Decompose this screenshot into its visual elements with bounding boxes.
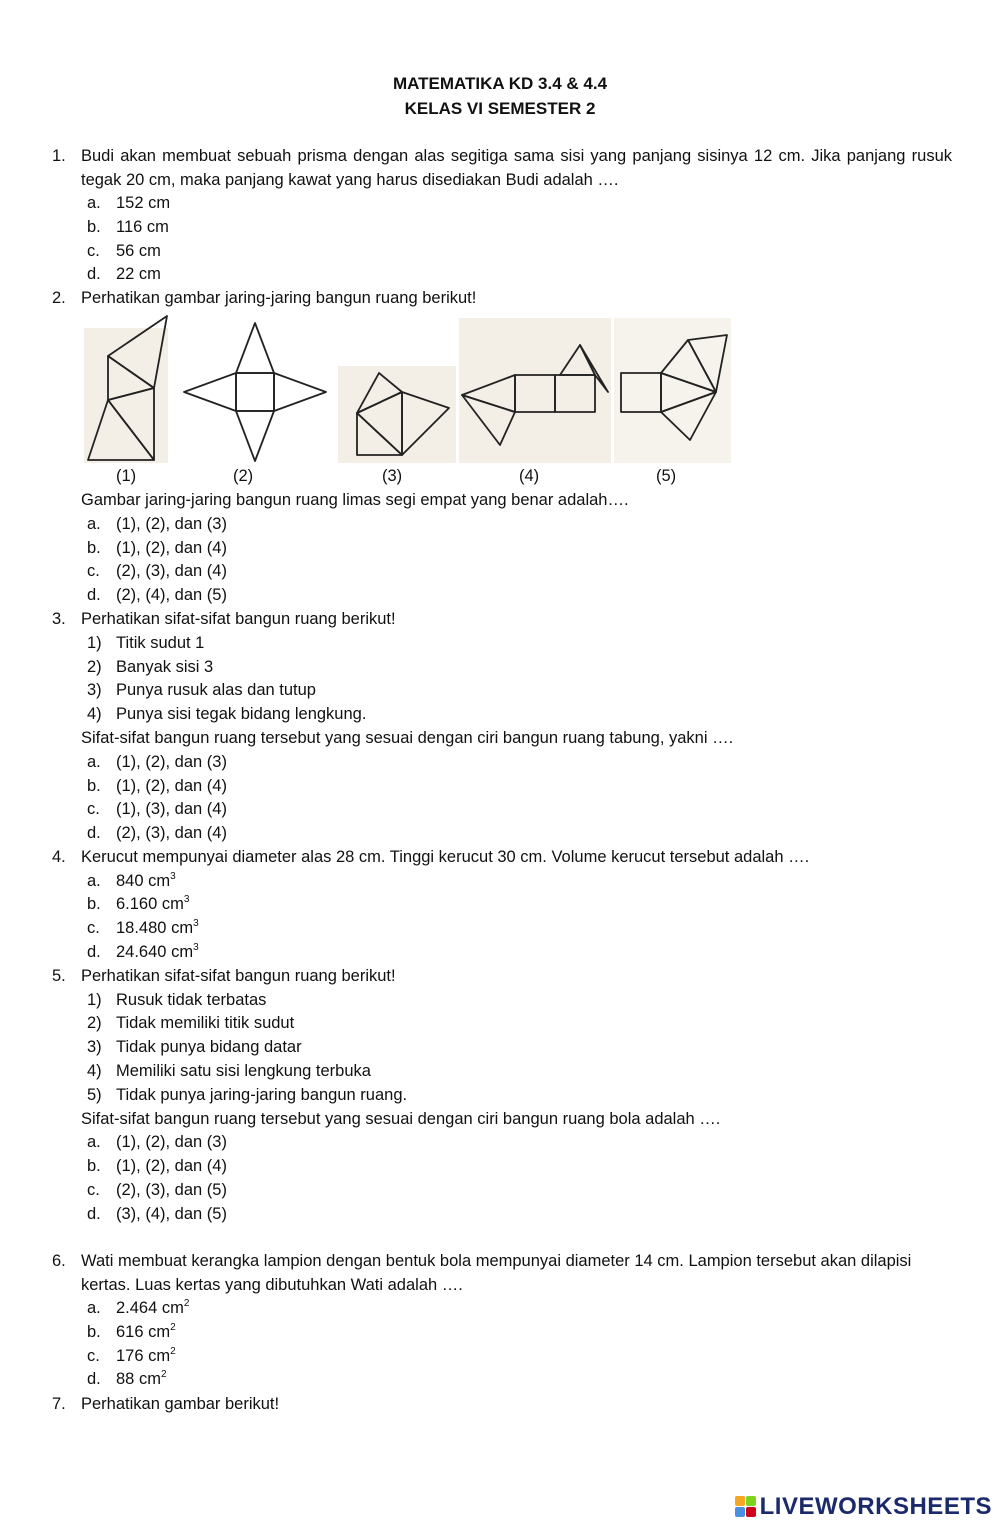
property-5-1: 1) Rusuk tidak terbatas	[87, 991, 267, 1009]
option-4d[interactable]: d. 24.640 $cm^3$	[87, 942, 199, 961]
nets-figure	[0, 0, 1000, 480]
question-2: 2. Perhatikan gambar jaring-jaring bangun ruang berikut!	[52, 289, 477, 307]
liveworksheets-logo[interactable]	[735, 1494, 992, 1520]
caption-figure-2: (2)	[233, 467, 254, 485]
option-2d[interactable]: d. (2), (4), dan (5)	[87, 586, 227, 604]
property-5-5: 5) Tidak punya jaring-jaring bangun ruang.	[87, 1086, 408, 1104]
option-2b[interactable]: b. (1), (2), dan (4)	[87, 539, 227, 557]
net-figure-4	[462, 345, 608, 445]
option-6c[interactable]: c. 176 $cm^2$	[87, 1346, 176, 1365]
question-4: 4. Kerucut mempunyai diameter alas 28 cm. Tinggi kerucut 30 cm. Volume kerucut tersebut adalah ….	[52, 848, 810, 866]
caption-figure-1: (1)	[116, 467, 137, 485]
property-5-3: 3) Tidak punya bidang datar	[87, 1038, 302, 1056]
question-7: 7. Perhatikan gambar berikut!	[52, 1395, 280, 1413]
option-5b[interactable]: b. (1), (2), dan (4)	[87, 1157, 227, 1175]
property-3-2: 2) Banyak sisi 3	[87, 658, 214, 676]
option-6a[interactable]: a. 2.464 $cm^2$	[87, 1298, 190, 1317]
option-3d[interactable]: d. (2), (3), dan (4)	[87, 824, 227, 842]
option-4a[interactable]: a. 840 $cm^3$	[87, 871, 176, 890]
question-text: Wati membuat kerangka lampion dengan bentuk bola mempunyai diameter 14 cm. Lampion tersebut akan dilapisi kertas. Luas kertas yang dibutuhkan Wati adalah ….	[81, 1252, 912, 1294]
option-1b[interactable]: b. 116 cm	[87, 218, 169, 236]
property-5-4: 4) Memiliki satu sisi lengkung terbuka	[87, 1062, 371, 1080]
option-4b[interactable]: b. 6.160 $cm^3$	[87, 894, 190, 913]
option-2c[interactable]: c. (2), (3), dan (4)	[87, 562, 227, 580]
option-5d[interactable]: d. (3), (4), dan (5)	[87, 1205, 227, 1223]
option-1c[interactable]: c. 56 cm	[87, 242, 161, 260]
option-3b[interactable]: b. (1), (2), dan (4)	[87, 777, 227, 795]
liveworksheets-logo-icon	[735, 1496, 757, 1518]
option-5c[interactable]: c. (2), (3), dan (5)	[87, 1181, 227, 1199]
net-figure-1	[88, 316, 167, 460]
option-3a[interactable]: a. (1), (2), dan (3)	[87, 753, 227, 771]
page-title: MATEMATIKA KD 3.4 & 4.4	[392, 74, 608, 93]
option-5a[interactable]: a. (1), (2), dan (3)	[87, 1133, 227, 1151]
option-3c[interactable]: c. (1), (3), dan (4)	[87, 800, 227, 818]
question-text: Budi akan membuat sebuah prisma dengan alas segitiga sama sisi yang panjang sisinya 12 cm. Jika panjang rusuk tegak 20 cm, maka panjang kawat yang harus disediakan Budi adalah ….	[81, 147, 952, 189]
liveworksheets-logo-text: LIVEWORKSHEETS	[759, 1493, 992, 1520]
net-figure-2	[184, 323, 326, 461]
page-subtitle: KELAS VI SEMESTER 2	[404, 99, 596, 118]
property-3-4: 4) Punya sisi tegak bidang lengkung.	[87, 705, 367, 723]
option-6b[interactable]: b. 616 $cm^2$	[87, 1322, 176, 1341]
option-1d[interactable]: d. 22 cm	[87, 265, 161, 283]
option-2a[interactable]: a. (1), (2), dan (3)	[87, 515, 227, 533]
question-number: 1.	[52, 147, 66, 165]
option-4c[interactable]: c. 18.480 $cm^3$	[87, 918, 199, 937]
net-figure-3	[357, 373, 449, 455]
net-figure-5	[621, 335, 727, 440]
option-6d[interactable]: d. 88 $cm^2$	[87, 1369, 167, 1388]
question-3-prompt: Sifat-sifat bangun ruang tersebut yang sesuai dengan ciri bangun ruang tabung, yakni ….	[81, 729, 734, 747]
question-5: 5. Perhatikan sifat-sifat bangun ruang berikut!	[52, 967, 396, 985]
property-3-1: 1) Titik sudut 1	[87, 634, 205, 652]
property-3-3: 3) Punya rusuk alas dan tutup	[87, 681, 316, 699]
caption-figure-3: (3)	[382, 467, 403, 485]
caption-figure-5: (5)	[656, 467, 677, 485]
question-2-prompt: Gambar jaring-jaring bangun ruang limas segi empat yang benar adalah….	[81, 491, 629, 509]
option-1a[interactable]: a. 152 cm	[87, 194, 171, 212]
question-3: 3. Perhatikan sifat-sifat bangun ruang berikut!	[52, 610, 396, 628]
caption-figure-4: (4)	[519, 467, 540, 485]
question-number: 6.	[52, 1252, 66, 1270]
question-6	[52, 1250, 952, 1297]
question-5-prompt: Sifat-sifat bangun ruang tersebut yang sesuai dengan ciri bangun ruang bola adalah ….	[81, 1110, 721, 1128]
property-5-2: 2) Tidak memiliki titik sudut	[87, 1014, 295, 1032]
